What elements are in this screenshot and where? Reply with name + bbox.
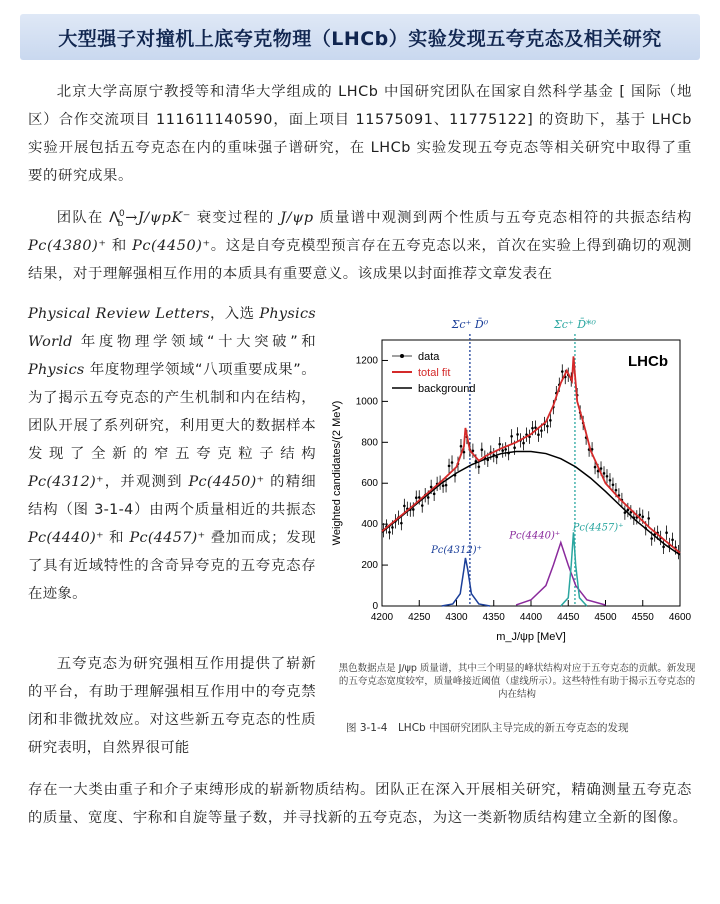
pc-4312--curve (442, 558, 490, 606)
data-point (433, 493, 436, 496)
data-point (412, 508, 415, 511)
x-tick-label: 4200 (370, 612, 394, 623)
data-point (662, 546, 665, 549)
data-point (615, 489, 618, 492)
data-point (549, 419, 552, 422)
data-point (448, 465, 451, 468)
data-point (638, 513, 641, 516)
y-tick-label: 400 (361, 519, 378, 531)
y-tick-label: 200 (361, 560, 378, 572)
peak-label: Pc(4312)⁺ (431, 544, 482, 556)
data-point (546, 425, 549, 428)
peak-label: Pc(4440)⁺ (509, 530, 561, 542)
paragraph-1: 北京大学高原宁教授等和清华大学组成的 LHCb 中国研究团队在国家自然科学基金 [ 国际（地区）合作交流项目 111611140590，面上项目 11575091、11775122] 的资助下，基于 LHCb 实验开展包括五夸克态在内的重味强子谱研究，在 LHCb 实验发现五夸克态等相关研究中取得了重要的研究成果。 (28, 84, 692, 184)
y-tick-label: 1200 (355, 355, 378, 367)
title-banner (20, 14, 700, 60)
data-point (403, 505, 406, 508)
data-point (641, 515, 644, 518)
y-tick-label: 600 (361, 478, 378, 490)
y-tick-label: 800 (361, 437, 378, 449)
data-point (522, 442, 525, 445)
data-point (665, 531, 668, 534)
data-point (504, 448, 507, 451)
data-point (501, 449, 504, 452)
data-point (415, 496, 418, 499)
x-tick-label: 4250 (408, 612, 431, 623)
data-point (400, 522, 403, 525)
data-point (531, 427, 534, 430)
x-tick-label: 4500 (594, 612, 617, 623)
data-point (510, 435, 513, 438)
peak-label: Pc(4457)⁺ (572, 522, 624, 534)
plot-frame (382, 340, 680, 606)
data-point (606, 475, 609, 478)
data-point (418, 496, 421, 499)
data-point (513, 446, 516, 449)
data-point (627, 509, 630, 512)
mass-spectrum-chart (326, 306, 698, 656)
x-axis-label: m_J/ψp [MeV] (496, 631, 566, 643)
figure-caption: 黑色数据点是 J/ψp 质量谱，其中三个明显的峰状结构对应于五夸克态的贡献。新发现的五夸克态宽度较窄，质量峰接近阈值（虚线所示）。这些特性有助于揭示五夸克态的内在结构 (338, 663, 696, 700)
paragraph-2: 团队在 $\Lambda_b^0\to J/\psi pK^-$ 衰变过程的 J/ψp 质量谱中观测到两个性质与五夸克态相符的共振态结构 Pc(4380)⁺ 和 Pc(4450)⁺。这是自夸克模型预言存在五夸克态以来，首次在实验上得到确切的观测结果，对于理解强相互作用的本质具有重要意义。该成果以封面推荐文章发表在 (28, 209, 693, 282)
legend-label: total fit (418, 367, 451, 379)
paragraph-4: 五夸克态为研究强相互作用提供了崭新的平台，有助于理解强相互作用中的夸克禁闭和非微扰效应。对这些新五夸克态的性质研究表明，自然界很可能 (28, 656, 316, 756)
x-tick-label: 4350 (482, 612, 505, 623)
threshold-label: Σc⁺ D̄⁰ (451, 318, 489, 331)
paragraph-5: 存在一大类由重子和介子束缚形成的崭新物质结构。团队正在深入开展相关研究，精确测量五夸克态的质量、宽度、宇称和自旋等量子数，并寻找新的五夸克态，为这一类新物质结构建立全新的图像。 (28, 782, 692, 826)
page-title: 大型强子对撞机上底夸克物理（LHCb）实验发现五夸克态及相关研究 (58, 27, 662, 50)
data-point (647, 517, 650, 520)
y-axis-label: Weighted candidates/(2 MeV) (331, 400, 343, 546)
data-point (537, 433, 540, 436)
data-point (427, 496, 430, 499)
data-point (421, 504, 424, 507)
x-tick-label: 4550 (631, 612, 654, 623)
x-tick-label: 4400 (519, 612, 543, 623)
data-point (671, 539, 674, 542)
data-point (498, 443, 501, 446)
data-point (391, 526, 394, 529)
paragraph-3: Physical Review Letters，入选 Physics World 年度物理学领域“十大突破”和 Physics 年度物理学领域“八项重要成果”。为了揭示五夸克态的产生机制和内在结构，团队开展了系列研究，利用更大的数据样本发现了全新的窄五夸克粒子结构 Pc(4312)⁺，并观测到 Pc(4450)⁺ 的精细结构（图 3-1-4）由两个质量相近的共振态 Pc(4440)⁺ 和 Pc(4457)⁺ 叠加而成；发现了具有近域特性的含奇异夸克的五夸克态存在迹象。 (28, 306, 317, 602)
data-point (540, 429, 543, 432)
legend-label: data (418, 351, 440, 363)
data-point (388, 531, 391, 534)
y-tick-label: 0 (372, 601, 378, 612)
data-point (430, 486, 433, 489)
data-point (561, 370, 564, 373)
chart-title: LHCb (628, 353, 668, 370)
threshold-label: Σc⁺ D̄*⁰ (553, 318, 596, 331)
chart-figure (326, 306, 698, 656)
data-point (603, 472, 606, 475)
data-point (481, 448, 484, 451)
x-tick-label: 4300 (445, 612, 468, 623)
data-point (609, 479, 612, 482)
data-point (460, 445, 463, 448)
data-point (451, 461, 454, 464)
data-point (442, 484, 445, 487)
pc-4440--curve (516, 543, 605, 605)
x-tick-label: 4450 (557, 612, 580, 623)
legend-label: background (418, 383, 476, 395)
data-point (516, 433, 519, 436)
data-point (478, 465, 481, 468)
data-point (612, 483, 615, 486)
y-tick-label: 1000 (355, 396, 378, 408)
x-tick-label: 4600 (668, 612, 692, 623)
figure-label: 图 3-1-4 LHCb 中国研究团队主导完成的新五夸克态的发现 (346, 722, 629, 734)
data-point (445, 484, 448, 487)
data-point (650, 537, 653, 540)
data-point (594, 466, 597, 469)
